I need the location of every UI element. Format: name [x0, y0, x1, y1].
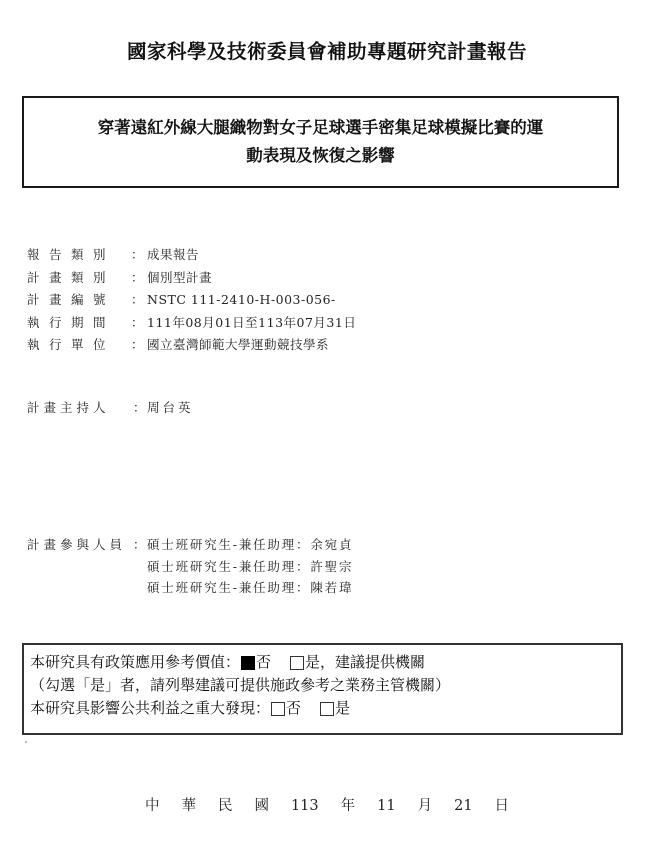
participants-colon: ： — [133, 537, 146, 552]
policy-no-label: 否 — [256, 653, 272, 671]
report-date — [0, 794, 654, 815]
info-colon: ： — [131, 337, 144, 352]
date-part: 國 — [254, 798, 269, 814]
date-part: 月 — [417, 798, 433, 814]
report-header-title: 國家科學及技術委員會補助專題研究計畫報告 — [126, 40, 527, 63]
info-row-execution-period — [27, 312, 356, 335]
public-interest-line — [30, 697, 615, 720]
info-label: 計畫類別 — [27, 269, 116, 285]
policy-value-box — [22, 643, 623, 735]
date-part: 年 — [340, 798, 356, 814]
participant-name: 許聖宗 — [310, 558, 354, 574]
info-label: 報告類別 — [27, 247, 116, 262]
public-interest-no-label: 否 — [286, 699, 302, 717]
date-year: 113 — [290, 798, 319, 814]
date-month: 11 — [377, 798, 396, 814]
info-colon: ： — [131, 269, 144, 285]
policy-instruction-text: （勾選「是」者，請列舉建議可提供施政參考之業務主管機關） — [30, 676, 451, 694]
date-part: 民 — [217, 798, 233, 814]
participant-role: 碩士班研究生-兼任助理 — [147, 580, 297, 595]
public-interest-yes-label: 是 — [335, 699, 351, 717]
public-interest-label: 本研究具影響公共利益之重大發現： — [30, 699, 271, 717]
date-part: 日 — [494, 798, 510, 814]
info-label: 執行單位 — [27, 337, 116, 352]
participant-row — [27, 577, 353, 599]
project-title-line-1: 穿著遠紅外線大腿織物對女子足球選手密集足球模擬比賽的運 — [97, 118, 544, 137]
info-value: 國立臺灣師範大學運動競技學系 — [147, 337, 330, 352]
report-info-section — [27, 244, 356, 357]
info-row-report-type — [27, 244, 356, 267]
info-row-execution-unit — [27, 334, 356, 357]
pi-colon: ： — [133, 400, 146, 415]
policy-reference-label: 本研究具有政策應用參考價值： — [30, 653, 241, 671]
participant-role: 碩士班研究生-兼任助理 — [147, 558, 297, 574]
policy-no-checkbox[interactable] — [241, 656, 255, 670]
participant-name: 陳若瑋 — [310, 580, 354, 595]
policy-instruction-line — [30, 674, 615, 697]
participant-name: 余宛貞 — [310, 537, 354, 552]
public-interest-yes-checkbox[interactable] — [320, 702, 334, 716]
participant-sep: ： — [296, 580, 311, 595]
project-title-box — [22, 96, 619, 188]
info-label: 執行期間 — [27, 314, 116, 330]
stray-mark — [25, 741, 27, 743]
policy-reference-line — [30, 651, 615, 674]
principal-investigator — [27, 398, 194, 416]
info-colon: ： — [131, 247, 144, 262]
info-value: NSTC 111-2410-H-003-056- — [147, 292, 336, 307]
date-part: 中 — [144, 798, 160, 814]
participant-role: 碩士班研究生-兼任助理 — [147, 537, 297, 552]
info-value: 111年08月01日至113年07月31日 — [147, 314, 357, 330]
participant-sep: ： — [296, 537, 311, 552]
pi-label: 計畫主持人 — [27, 400, 110, 415]
info-label: 計畫編號 — [27, 292, 116, 307]
pi-name: 周台英 — [147, 400, 194, 415]
date-day: 21 — [454, 798, 473, 814]
info-value: 成果報告 — [147, 247, 200, 262]
info-colon: ： — [131, 292, 144, 307]
date-part: 華 — [181, 798, 196, 814]
participants-label: 計畫參與人員 — [27, 537, 127, 552]
public-interest-no-checkbox[interactable] — [271, 702, 285, 716]
policy-yes-label: 是，建議提供機關 — [305, 653, 426, 671]
info-colon: ： — [131, 314, 144, 330]
participants-section — [27, 534, 353, 599]
participant-row — [27, 556, 353, 578]
participant-sep: ： — [296, 558, 311, 574]
info-row-project-number — [27, 289, 356, 312]
participant-row — [27, 534, 353, 556]
policy-yes-checkbox[interactable] — [290, 656, 304, 670]
info-value: 個別型計畫 — [147, 269, 213, 285]
project-title-line-2: 動表現及恢復之影響 — [246, 146, 395, 165]
info-row-project-type — [27, 267, 356, 290]
